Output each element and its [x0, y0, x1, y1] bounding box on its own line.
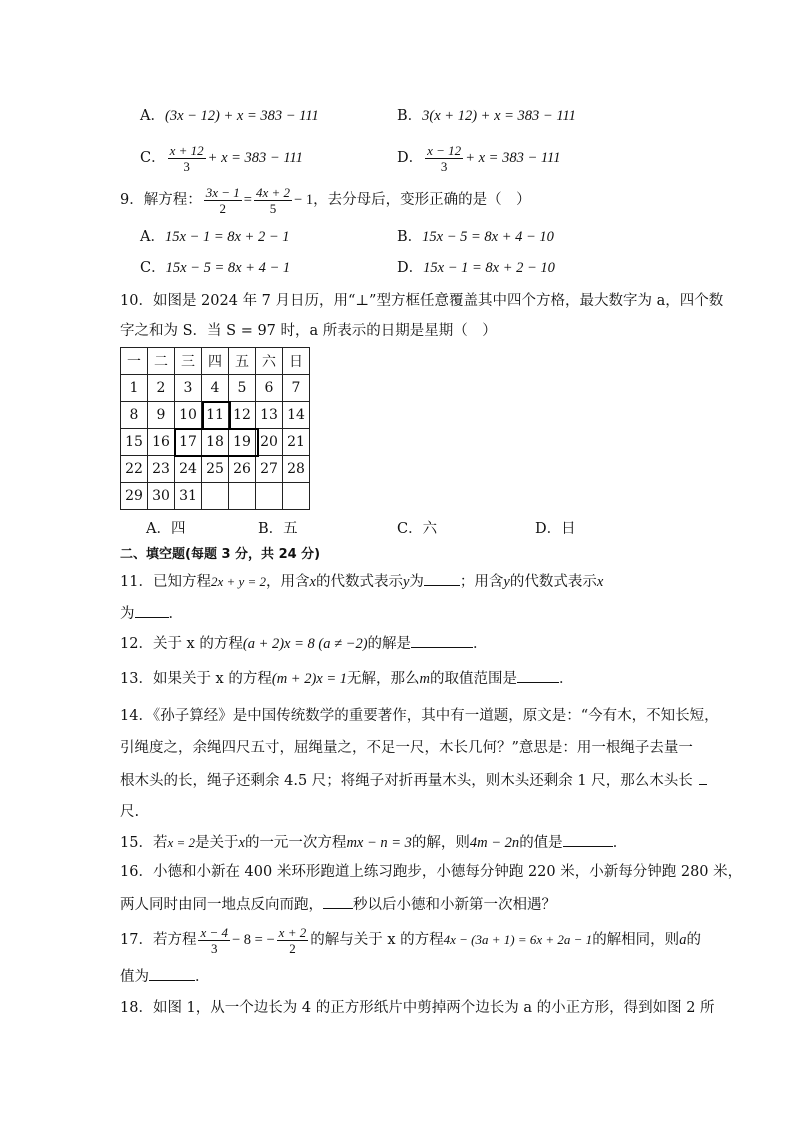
- calendar-cell: 4: [202, 375, 229, 402]
- calendar-cell: 23: [148, 456, 175, 483]
- equation: 4x − (3a + 1) = 6x + 2a − 1: [443, 932, 593, 947]
- option-label: D．: [397, 260, 424, 276]
- t-frame-top: [202, 401, 231, 430]
- calendar-cell: 19: [229, 429, 256, 456]
- question-text: 17．若方程: [120, 932, 197, 948]
- condition: x = 2: [167, 835, 195, 850]
- calendar-cell: 10: [175, 402, 202, 429]
- option-expr: + x = 383 − 111: [465, 150, 561, 166]
- q17-line1: [120, 922, 701, 958]
- calendar-cell: 21: [283, 429, 310, 456]
- numerator: x + 2: [278, 924, 307, 940]
- variable: m: [419, 671, 430, 687]
- q10-option-b: B．五: [258, 521, 298, 537]
- option-label: C．: [140, 150, 166, 166]
- numerator: 4x + 2: [255, 184, 291, 200]
- expr-tail: − 1: [294, 192, 314, 208]
- fraction: [168, 143, 206, 174]
- calendar-cell: 30: [148, 483, 175, 510]
- fraction: [425, 143, 463, 174]
- calendar-cell: 8: [121, 402, 148, 429]
- option-expr: 15x − 5 = 8x + 4 − 10: [422, 229, 554, 245]
- question-text: 的一元一次方程: [244, 835, 347, 851]
- q10-line2: 字之和为 S．当 S = 97 时，a 所表示的日期是星期（ ）: [120, 323, 497, 339]
- q14-line2: 引绳度之，余绳四尺五寸，屈绳量之，不足一尺，木长几何？”意思是：用一根绳子去量一: [120, 740, 693, 756]
- calendar-header-row: [121, 348, 310, 375]
- weekday-header: 二: [148, 348, 175, 375]
- calendar-cell: 7: [283, 375, 310, 402]
- variable: a: [679, 932, 687, 948]
- numerator: x − 12: [427, 142, 462, 158]
- denominator: 3: [183, 158, 190, 174]
- denominator: 3: [210, 940, 218, 956]
- option-expr: 15x − 1 = 8x + 2 − 10: [423, 260, 555, 276]
- calendar-cell: 25: [202, 456, 229, 483]
- calendar-cell: 24: [175, 456, 202, 483]
- answer-blank[interactable]: [563, 832, 613, 847]
- option-label: A．: [140, 229, 165, 245]
- calendar-cell: 27: [256, 456, 283, 483]
- calendar-cell: 28: [283, 456, 310, 483]
- section-title: 二、填空题(每题 3 分，共 24 分): [120, 547, 321, 562]
- q9-stem: [120, 182, 531, 218]
- question-text: 的解与关于 x 的方程: [310, 932, 444, 948]
- calendar-row: [121, 483, 310, 510]
- question-text: 无解，那么: [347, 671, 420, 687]
- question-text: ．: [168, 606, 183, 622]
- q14-line1: 14．《孙子算经》是中国传统数学的重要著作，其中有一道题，原文是：“今有木，不知长短，: [120, 708, 719, 724]
- q8-option-c: [140, 140, 303, 176]
- answer-blank[interactable]: [135, 603, 169, 618]
- q12-line: [120, 633, 488, 654]
- weekday-header: 日: [283, 348, 310, 375]
- question-text: 的解相同，则: [592, 932, 680, 948]
- calendar-cell: [256, 483, 283, 510]
- expr-middle: − 8 = −: [232, 932, 275, 948]
- equation: (m + 2)x = 1: [271, 671, 347, 687]
- question-text: 11．已知方程: [120, 574, 211, 590]
- calendar-cell: 12: [229, 402, 256, 429]
- option-expr: + x = 383 − 111: [207, 150, 303, 166]
- calendar-cell: 3: [175, 375, 202, 402]
- option-expr: (3x − 12) + x = 383 − 111: [164, 108, 319, 124]
- option-label: B．: [397, 229, 423, 245]
- q13-line: [120, 668, 573, 689]
- question-text: 为: [120, 606, 135, 622]
- question-text: 的取值范围是: [429, 671, 517, 687]
- variable: y: [503, 574, 510, 590]
- answer-blank[interactable]: [699, 770, 707, 785]
- variable: x: [309, 574, 316, 590]
- calendar-cell: 11: [202, 402, 229, 429]
- q9-option-a: [140, 227, 290, 247]
- calendar-cell: 29: [121, 483, 148, 510]
- question-text: 的值是: [519, 835, 563, 851]
- equation: (a + 2)x = 8 (a ≠ −2): [242, 636, 368, 652]
- weekday-header: 五: [229, 348, 256, 375]
- denominator: 2: [219, 200, 226, 216]
- option-label: A．: [140, 108, 165, 124]
- q9-option-b: [397, 227, 554, 247]
- question-text: ，去分母后，变形正确的是（ ）: [313, 192, 531, 208]
- variable: x: [596, 574, 604, 590]
- fraction: [254, 185, 292, 216]
- calendar-cell: 1: [121, 375, 148, 402]
- q15-line: [120, 832, 627, 853]
- q14-line4: 尺.: [120, 804, 140, 820]
- option-label: D．: [397, 150, 424, 166]
- q17-line2: [120, 966, 210, 987]
- option-label: C．: [140, 260, 166, 276]
- weekday-header: 三: [175, 348, 202, 375]
- calendar-cell: [229, 483, 256, 510]
- denominator: 3: [440, 158, 448, 174]
- option-expr: 15x − 5 = 8x + 4 − 1: [165, 260, 291, 276]
- question-text: ；用含: [459, 574, 504, 590]
- q14-line3: [120, 770, 707, 791]
- fraction: [277, 925, 309, 956]
- option-label: B．: [397, 108, 423, 124]
- equation: 2x + y = 2: [210, 574, 267, 589]
- calendar-cell: 14: [283, 402, 310, 429]
- weekday-header: 四: [202, 348, 229, 375]
- answer-blank[interactable]: [424, 571, 460, 586]
- option-expr: 15x − 1 = 8x + 2 − 1: [164, 229, 290, 245]
- calendar-cell: 22: [121, 456, 148, 483]
- calendar-cell: 13: [256, 402, 283, 429]
- question-text: 两人同时由同一地点反向而跑，: [120, 897, 323, 913]
- q10-option-d: D．日: [535, 521, 576, 537]
- question-text: 15．若: [120, 835, 168, 851]
- answer-blank[interactable]: [411, 633, 473, 648]
- numerator: 3x − 1: [205, 184, 240, 200]
- calendar-row: [121, 456, 310, 483]
- q16-line2: [120, 894, 556, 915]
- answer-blank[interactable]: [149, 966, 195, 981]
- q10-option-c: C．六: [397, 521, 438, 537]
- q9-option-d: [397, 258, 555, 278]
- calendar-cell: 5: [229, 375, 256, 402]
- q8-option-d: [397, 140, 560, 176]
- calendar-cell: 9: [148, 402, 175, 429]
- q10-line1: 10．如图是 2024 年 7 月日历，用“⊥”型方框任意覆盖其中四个方格，最大数字为 a，四个数: [120, 293, 724, 309]
- question-text: ．: [195, 969, 210, 985]
- calendar-cell: 6: [256, 375, 283, 402]
- calendar-cell: 31: [175, 483, 202, 510]
- question-text: 12．关于 x 的方程: [120, 636, 243, 652]
- question-text: ．: [612, 835, 628, 851]
- calendar-cell: 16: [148, 429, 175, 456]
- q11-line1: [120, 571, 603, 592]
- q18-line1: 18．如图 1，从一个边长为 4 的正方形纸片中剪掉两个边长为 a 的小正方形，得到如图 2 所: [120, 1000, 715, 1016]
- answer-blank[interactable]: [323, 894, 353, 909]
- fraction: [204, 185, 242, 216]
- equals-sign: =: [243, 192, 252, 208]
- expression: 4m − 2n: [469, 835, 520, 851]
- question-text: 值为: [120, 969, 149, 985]
- q9-option-c: [140, 258, 290, 278]
- calendar-row: [121, 375, 310, 402]
- q10-option-a: A．四: [146, 521, 186, 537]
- question-text: ．: [473, 636, 488, 652]
- question-text: 的代数式表示: [315, 574, 403, 590]
- equation: mx − n = 3: [346, 835, 412, 851]
- calendar-cell: [202, 483, 229, 510]
- weekday-header: 六: [256, 348, 283, 375]
- weekday-header: 一: [121, 348, 148, 375]
- question-text: 秒以后小德和小新第一次相遇？: [353, 897, 556, 913]
- calendar-cell: 17: [175, 429, 202, 456]
- t-frame-bottom: [174, 428, 259, 457]
- q8-option-a: [140, 106, 319, 126]
- question-text: 9．解方程：: [120, 192, 202, 208]
- question-text: ．: [558, 671, 574, 687]
- calendar-cell: 18: [202, 429, 229, 456]
- q11-line2: [120, 603, 183, 624]
- q16-line1: 16．小德和小新在 400 米环形跑道上练习跑步，小德每分钟跑 220 米，小新每分钟跑 280 米，: [120, 864, 743, 880]
- calendar-cell: 26: [229, 456, 256, 483]
- fraction: [198, 925, 230, 956]
- numerator: x − 4: [200, 924, 228, 940]
- calendar-cell: 20: [256, 429, 283, 456]
- question-text: 的解是: [367, 636, 412, 652]
- question-text: 的解，则: [411, 835, 470, 851]
- question-text: 是关于: [195, 835, 239, 851]
- question-text: 的代数式表示: [509, 574, 597, 590]
- denominator: 5: [269, 200, 277, 216]
- question-text: 根木头的长，绳子还剩余 4.5 尺；将绳子对折再量木头，则木头还剩余 1 尺，那么木头长: [120, 773, 693, 789]
- answer-blank[interactable]: [517, 668, 559, 683]
- numerator: x + 12: [169, 142, 204, 158]
- calendar-cell: [283, 483, 310, 510]
- denominator: 2: [289, 940, 296, 956]
- question-text: 为: [409, 574, 424, 590]
- calendar-cell: 15: [121, 429, 148, 456]
- question-text: ，用含: [266, 574, 310, 590]
- question-text: 13．如果关于 x 的方程: [120, 671, 272, 687]
- calendar-cell: 2: [148, 375, 175, 402]
- question-text: 的: [686, 932, 701, 948]
- option-expr: 3(x + 12) + x = 383 − 111: [422, 108, 576, 124]
- q8-option-b: [397, 106, 576, 126]
- variable: x: [238, 835, 245, 851]
- variable: y: [402, 574, 410, 590]
